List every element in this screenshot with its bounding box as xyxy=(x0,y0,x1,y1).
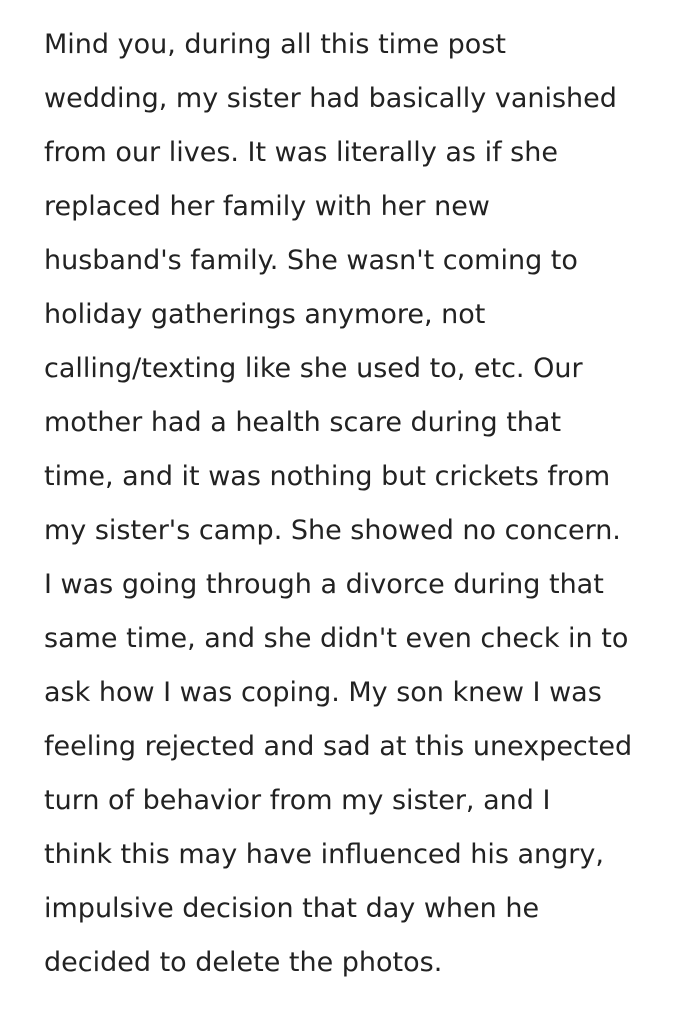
paragraph-line: ask how I was coping. My son knew I was xyxy=(44,677,602,708)
paragraph-line: from our lives. It was literally as if she xyxy=(44,137,558,168)
paragraph-line: I was going through a divorce during that xyxy=(44,569,604,600)
paragraph-line: wedding, my sister had basically vanished xyxy=(44,83,617,114)
paragraph-line: decided to delete the photos. xyxy=(44,947,443,978)
paragraph-line: husband's family. She wasn't coming to xyxy=(44,245,578,276)
paragraph-line: feeling rejected and sad at this unexpected xyxy=(44,731,633,762)
paragraph-line: Mind you, during all this time post xyxy=(44,29,506,60)
paragraph-line: think this may have influenced his angry, xyxy=(44,839,604,870)
paragraph-line: replaced her family with her new xyxy=(44,191,490,222)
paragraph-line: holiday gatherings anymore, not xyxy=(44,299,486,330)
paragraph-line: turn of behavior from my sister, and I xyxy=(44,785,551,816)
paragraph-line: time, and it was nothing but crickets from xyxy=(44,461,611,492)
paragraph-line: my sister's camp. She showed no concern. xyxy=(44,515,621,546)
article-paragraph xyxy=(44,18,684,990)
paragraph-line: impulsive decision that day when he xyxy=(44,893,540,924)
paragraph-line: mother had a health scare during that xyxy=(44,407,562,438)
paragraph-line: calling/texting like she used to, etc. Our xyxy=(44,353,583,384)
paragraph-line: same time, and she didn't even check in to xyxy=(44,623,629,654)
